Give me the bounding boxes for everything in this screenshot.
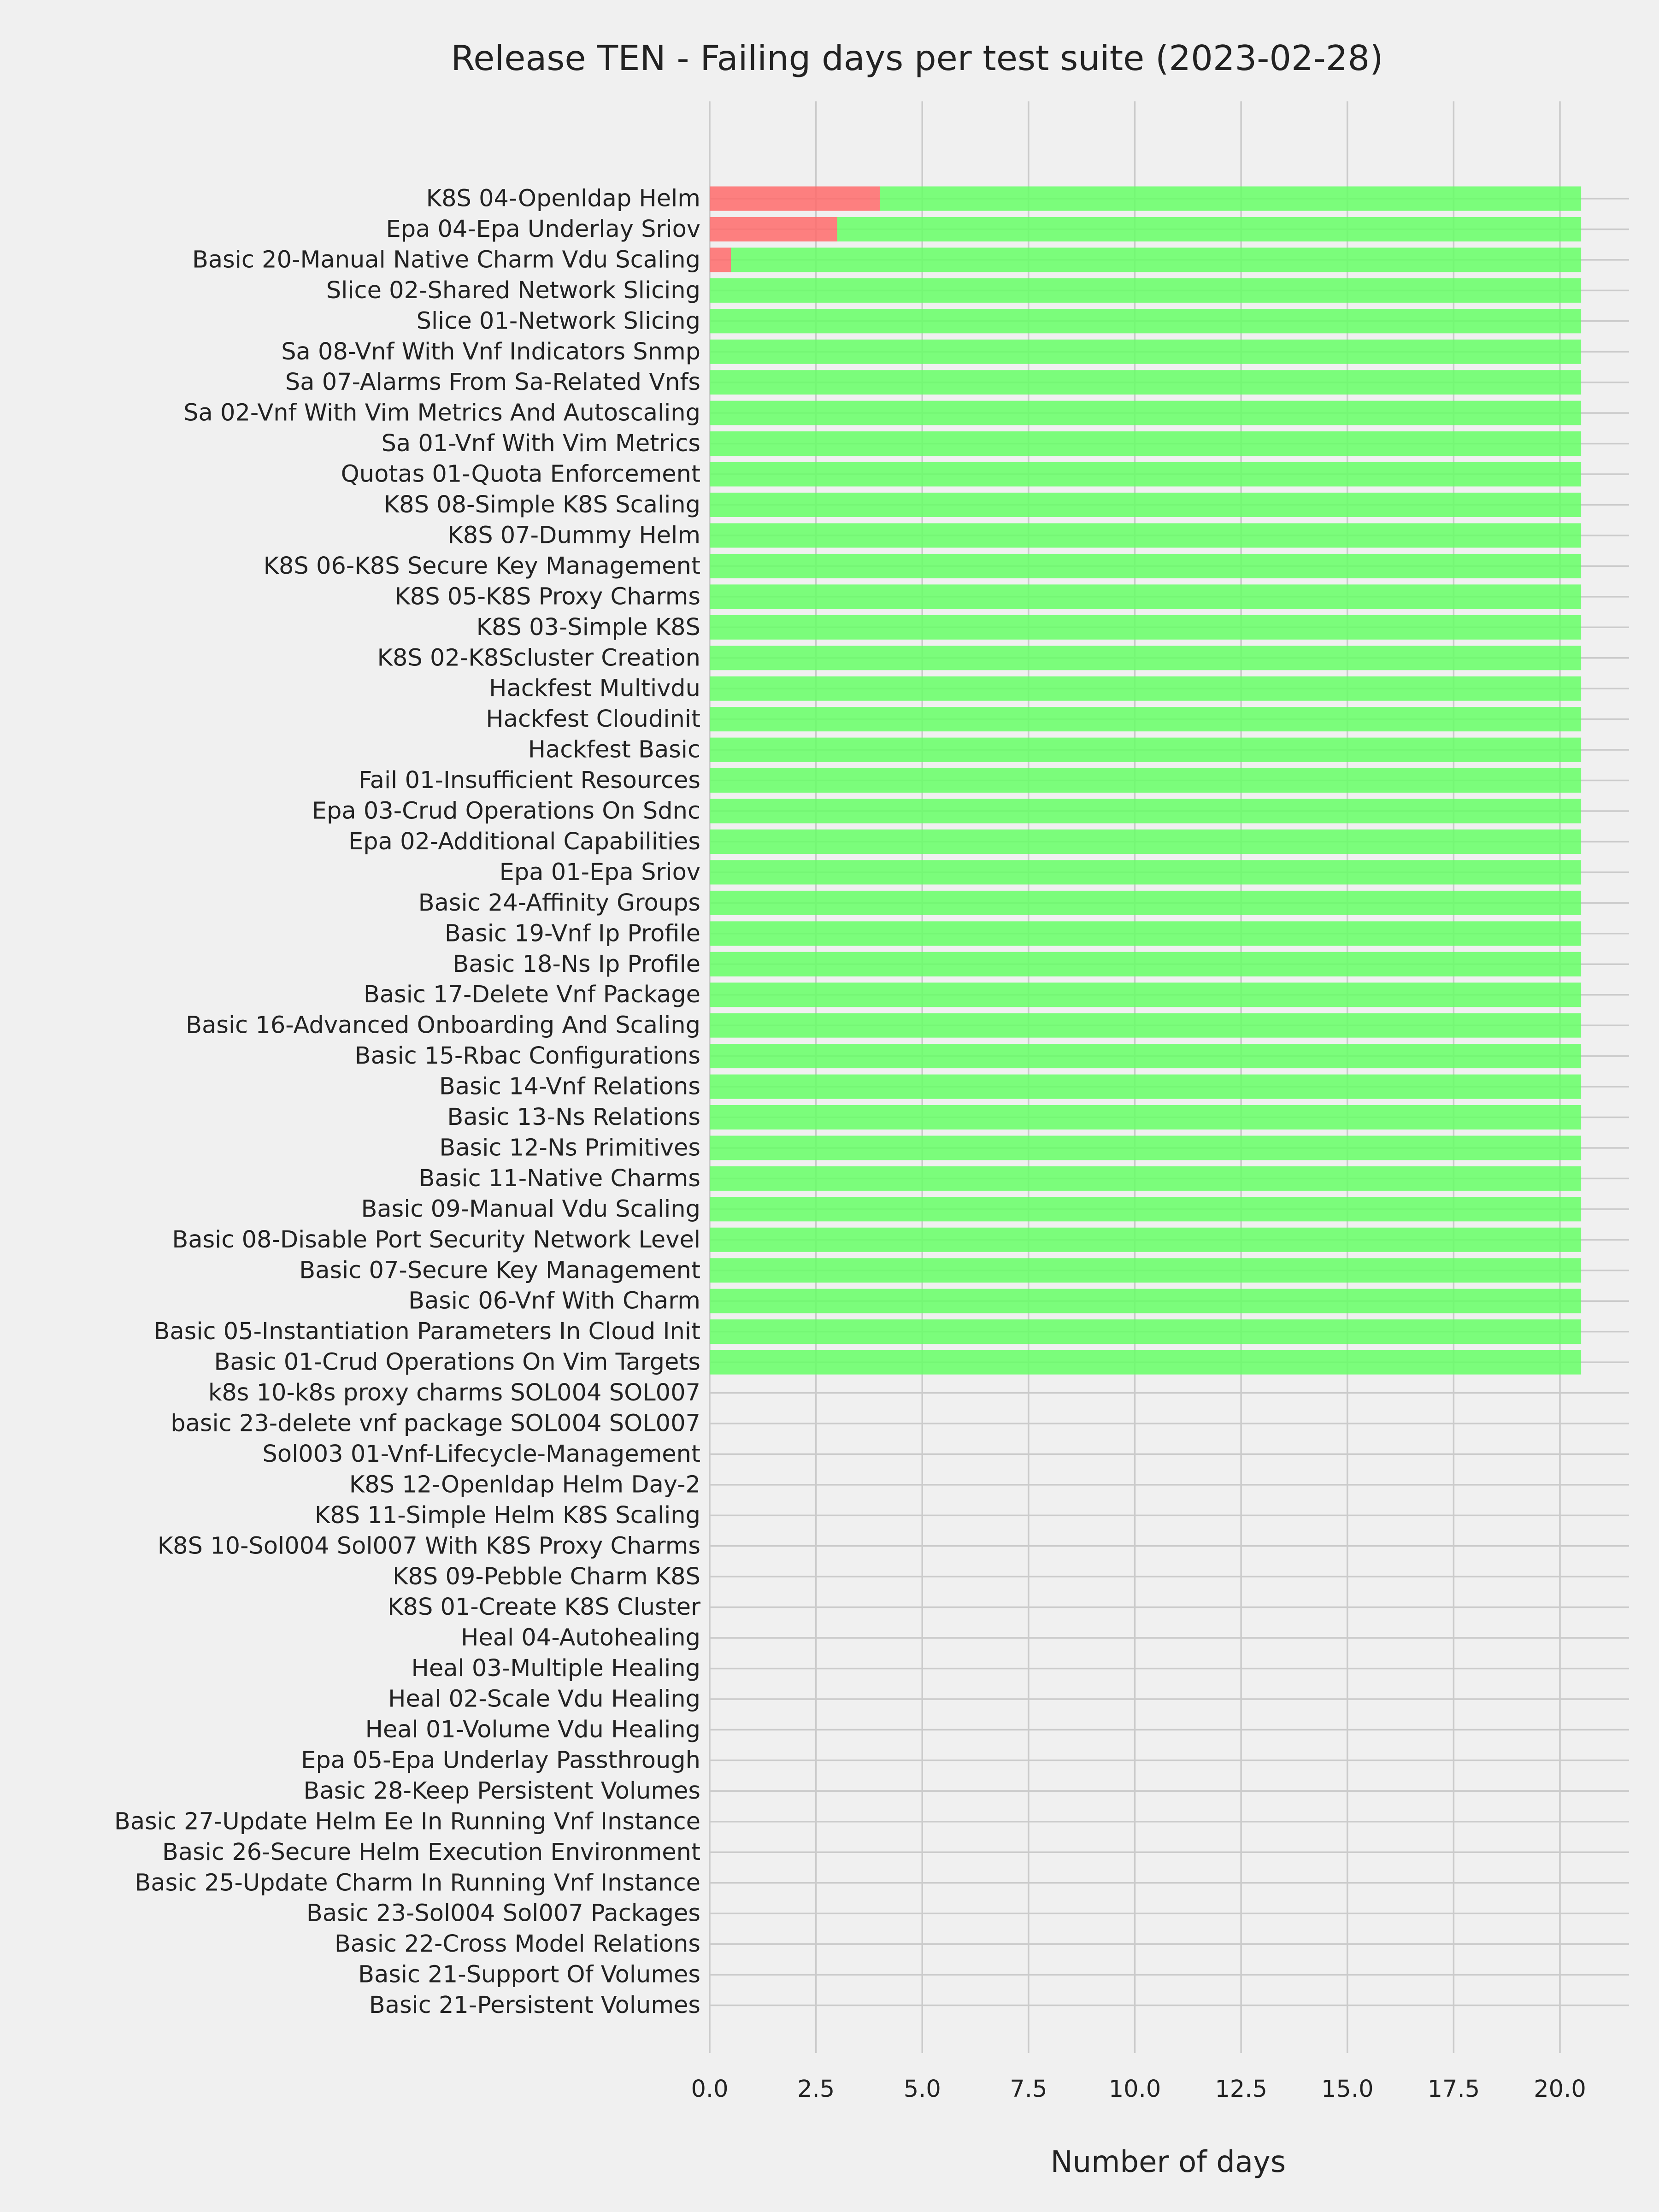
bar-passing-days [710,1228,1581,1252]
y-tick-label: Epa 02-Additional Capabilities [348,828,700,855]
bar-passing-days [710,921,1581,946]
y-tick-label: K8S 07-Dummy Helm [447,522,700,549]
bar-passing-days [710,891,1581,915]
bar-passing-days [710,677,1581,701]
y-tick-label: K8S 04-Openldap Helm [426,185,700,212]
y-tick-label: Basic 23-Sol004 Sol007 Packages [306,1900,700,1927]
bar-passing-days [710,401,1581,425]
bar-passing-days [710,1075,1581,1099]
bar-passing-days [710,1258,1581,1282]
y-tick-label: Basic 24-Affinity Groups [418,889,700,917]
y-tick-label: Fail 01-Insufficient Resources [359,767,700,794]
y-tick-label: K8S 08-Simple K8S Scaling [383,491,700,518]
bar-failing-days [710,187,880,211]
y-tick-label: Slice 01-Network Slicing [416,307,700,335]
y-tick-label: Epa 01-Epa Sriov [499,859,700,886]
y-tick-label: Sa 02-Vnf With Vim Metrics And Autoscaling [183,399,700,427]
y-tick-label: Heal 04-Autohealing [461,1624,700,1652]
bar-passing-days [710,278,1581,303]
bar-passing-days [710,584,1581,609]
y-tick-label: Basic 15-Rbac Configurations [354,1042,700,1070]
bar-failing-days [710,217,837,241]
y-tick-label: Epa 04-Epa Underlay Sriov [386,215,700,243]
y-tick-label: K8S 05-K8S Proxy Charms [394,583,700,611]
y-tick-label: Epa 05-Epa Underlay Passthrough [301,1747,700,1774]
bar-passing-days [710,1166,1581,1191]
y-tick-label: Hackfest Cloudinit [486,706,700,733]
y-tick-label: Basic 21-Persistent Volumes [369,1992,700,2019]
y-tick-label: Basic 11-Native Charms [418,1165,700,1192]
x-tick-label: 2.5 [797,2076,835,2103]
y-tick-label: Quotas 01-Quota Enforcement [341,460,700,488]
y-tick-label: Sol003 01-Vnf-Lifecycle-Management [262,1440,700,1468]
y-tick-label: K8S 11-Simple Helm K8S Scaling [314,1501,700,1529]
x-tick-label: 12.5 [1215,2076,1267,2103]
y-tick-label: Basic 05-Instantiation Parameters In Cloud Init [153,1318,700,1346]
bar-failing-days [710,247,731,272]
bar-passing-days [710,1350,1581,1375]
y-tick-label: Basic 18-Ns Ip Profile [453,950,700,978]
bar-passing-days [710,554,1581,578]
x-axis-label: Number of days [1050,2145,1286,2179]
bar-passing-days [710,462,1581,487]
bar-passing-days [710,340,1581,364]
bar-passing-days [710,1135,1581,1160]
y-tick-label: K8S 12-Openldap Helm Day-2 [349,1471,700,1499]
y-tick-label: Basic 07-Secure Key Management [299,1257,700,1284]
x-tick-label: 10.0 [1108,2076,1161,2103]
bar-passing-days [710,370,1581,394]
bar-passing-days [710,1044,1581,1068]
y-tick-label: Sa 01-Vnf With Vim Metrics [381,430,700,458]
x-tick-label: 5.0 [903,2076,941,2103]
y-tick-label: Epa 03-Crud Operations On Sdnc [312,797,700,825]
y-tick-label: Heal 02-Scale Vdu Healing [388,1685,700,1713]
bar-passing-days [710,523,1581,547]
y-tick-label: Basic 06-Vnf With Charm [408,1287,700,1315]
y-tick-label: K8S 06-K8S Secure Key Management [263,552,700,580]
y-tick-label: Basic 12-Ns Primitives [439,1134,700,1162]
bar-passing-days [710,860,1581,884]
bar-passing-days [837,217,1581,241]
y-tick-label: Hackfest Multivdu [489,675,700,702]
x-tick-label: 15.0 [1321,2076,1374,2103]
y-tick-label: K8S 03-Simple K8S [476,613,700,641]
bar-passing-days [710,431,1581,456]
bar-passing-days [710,646,1581,670]
y-tick-label: Basic 21-Support Of Volumes [358,1961,700,1988]
bar-passing-days [710,768,1581,793]
y-tick-label: Basic 13-Ns Relations [447,1104,700,1131]
y-tick-label: K8S 01-Create K8S Cluster [388,1594,700,1621]
y-tick-label: Sa 07-Alarms From Sa-Related Vnfs [285,369,700,396]
x-tick-label: 7.5 [1010,2076,1047,2103]
bar-passing-days [710,493,1581,517]
bar-passing-days [880,187,1581,211]
y-tick-label: K8S 02-K8Scluster Creation [377,644,700,672]
bar-passing-days [710,1105,1581,1130]
x-tick-label: 20.0 [1534,2076,1586,2103]
y-tick-label: Basic 14-Vnf Relations [439,1073,700,1100]
y-tick-label: Sa 08-Vnf With Vnf Indicators Snmp [281,338,700,365]
y-tick-label: Basic 22-Cross Model Relations [334,1930,700,1958]
bar-passing-days [710,1197,1581,1221]
y-tick-label: Heal 03-Multiple Healing [411,1655,700,1683]
bar-passing-days [731,247,1581,272]
y-tick-label: Basic 20-Manual Native Charm Vdu Scaling [192,246,700,274]
y-tick-label: Basic 01-Crud Operations On Vim Targets [214,1348,700,1376]
bar-passing-days [710,1289,1581,1313]
x-axis-ticks [691,2076,1586,2103]
y-tick-label: basic 23-delete vnf package SOL004 SOL007 [171,1410,700,1437]
y-tick-label: K8S 10-Sol004 Sol007 With K8S Proxy Charms [157,1532,700,1560]
bar-passing-days [710,1013,1581,1038]
bar-passing-days [710,615,1581,640]
y-tick-label: Basic 27-Update Helm Ee In Running Vnf Instance [114,1808,700,1835]
y-tick-label: Slice 02-Shared Network Slicing [326,276,700,304]
y-tick-label: k8s 10-k8s proxy charms SOL004 SOL007 [208,1379,700,1407]
y-tick-label: Basic 09-Manual Vdu Scaling [361,1195,700,1223]
bar-passing-days [710,707,1581,731]
y-tick-label: Basic 19-Vnf Ip Profile [444,920,700,947]
y-tick-label: Basic 28-Keep Persistent Volumes [303,1777,700,1805]
x-tick-label: 17.5 [1427,2076,1480,2103]
bar-passing-days [710,799,1581,824]
x-tick-label: 0.0 [691,2076,729,2103]
bar-passing-days [710,1319,1581,1344]
bar-passing-days [710,952,1581,977]
y-tick-label: Basic 08-Disable Port Security Network Level [172,1226,700,1253]
chart-title: Release TEN - Failing days per test suite (2023-02-28) [451,38,1383,78]
y-tick-label: Heal 01-Volume Vdu Healing [365,1716,700,1743]
bar-passing-days [710,738,1581,762]
y-tick-label: Basic 17-Delete Vnf Package [363,981,700,1009]
y-tick-label: K8S 09-Pebble Charm K8S [392,1563,700,1590]
y-tick-label: Basic 26-Secure Helm Execution Environment [162,1838,700,1866]
y-tick-label: Basic 25-Update Charm In Running Vnf Instance [135,1869,700,1897]
y-tick-label: Basic 16-Advanced Onboarding And Scaling [186,1012,700,1039]
bar-passing-days [710,309,1581,333]
bar-passing-days [710,830,1581,854]
bar-passing-days [710,982,1581,1007]
y-tick-label: Hackfest Basic [528,736,700,764]
